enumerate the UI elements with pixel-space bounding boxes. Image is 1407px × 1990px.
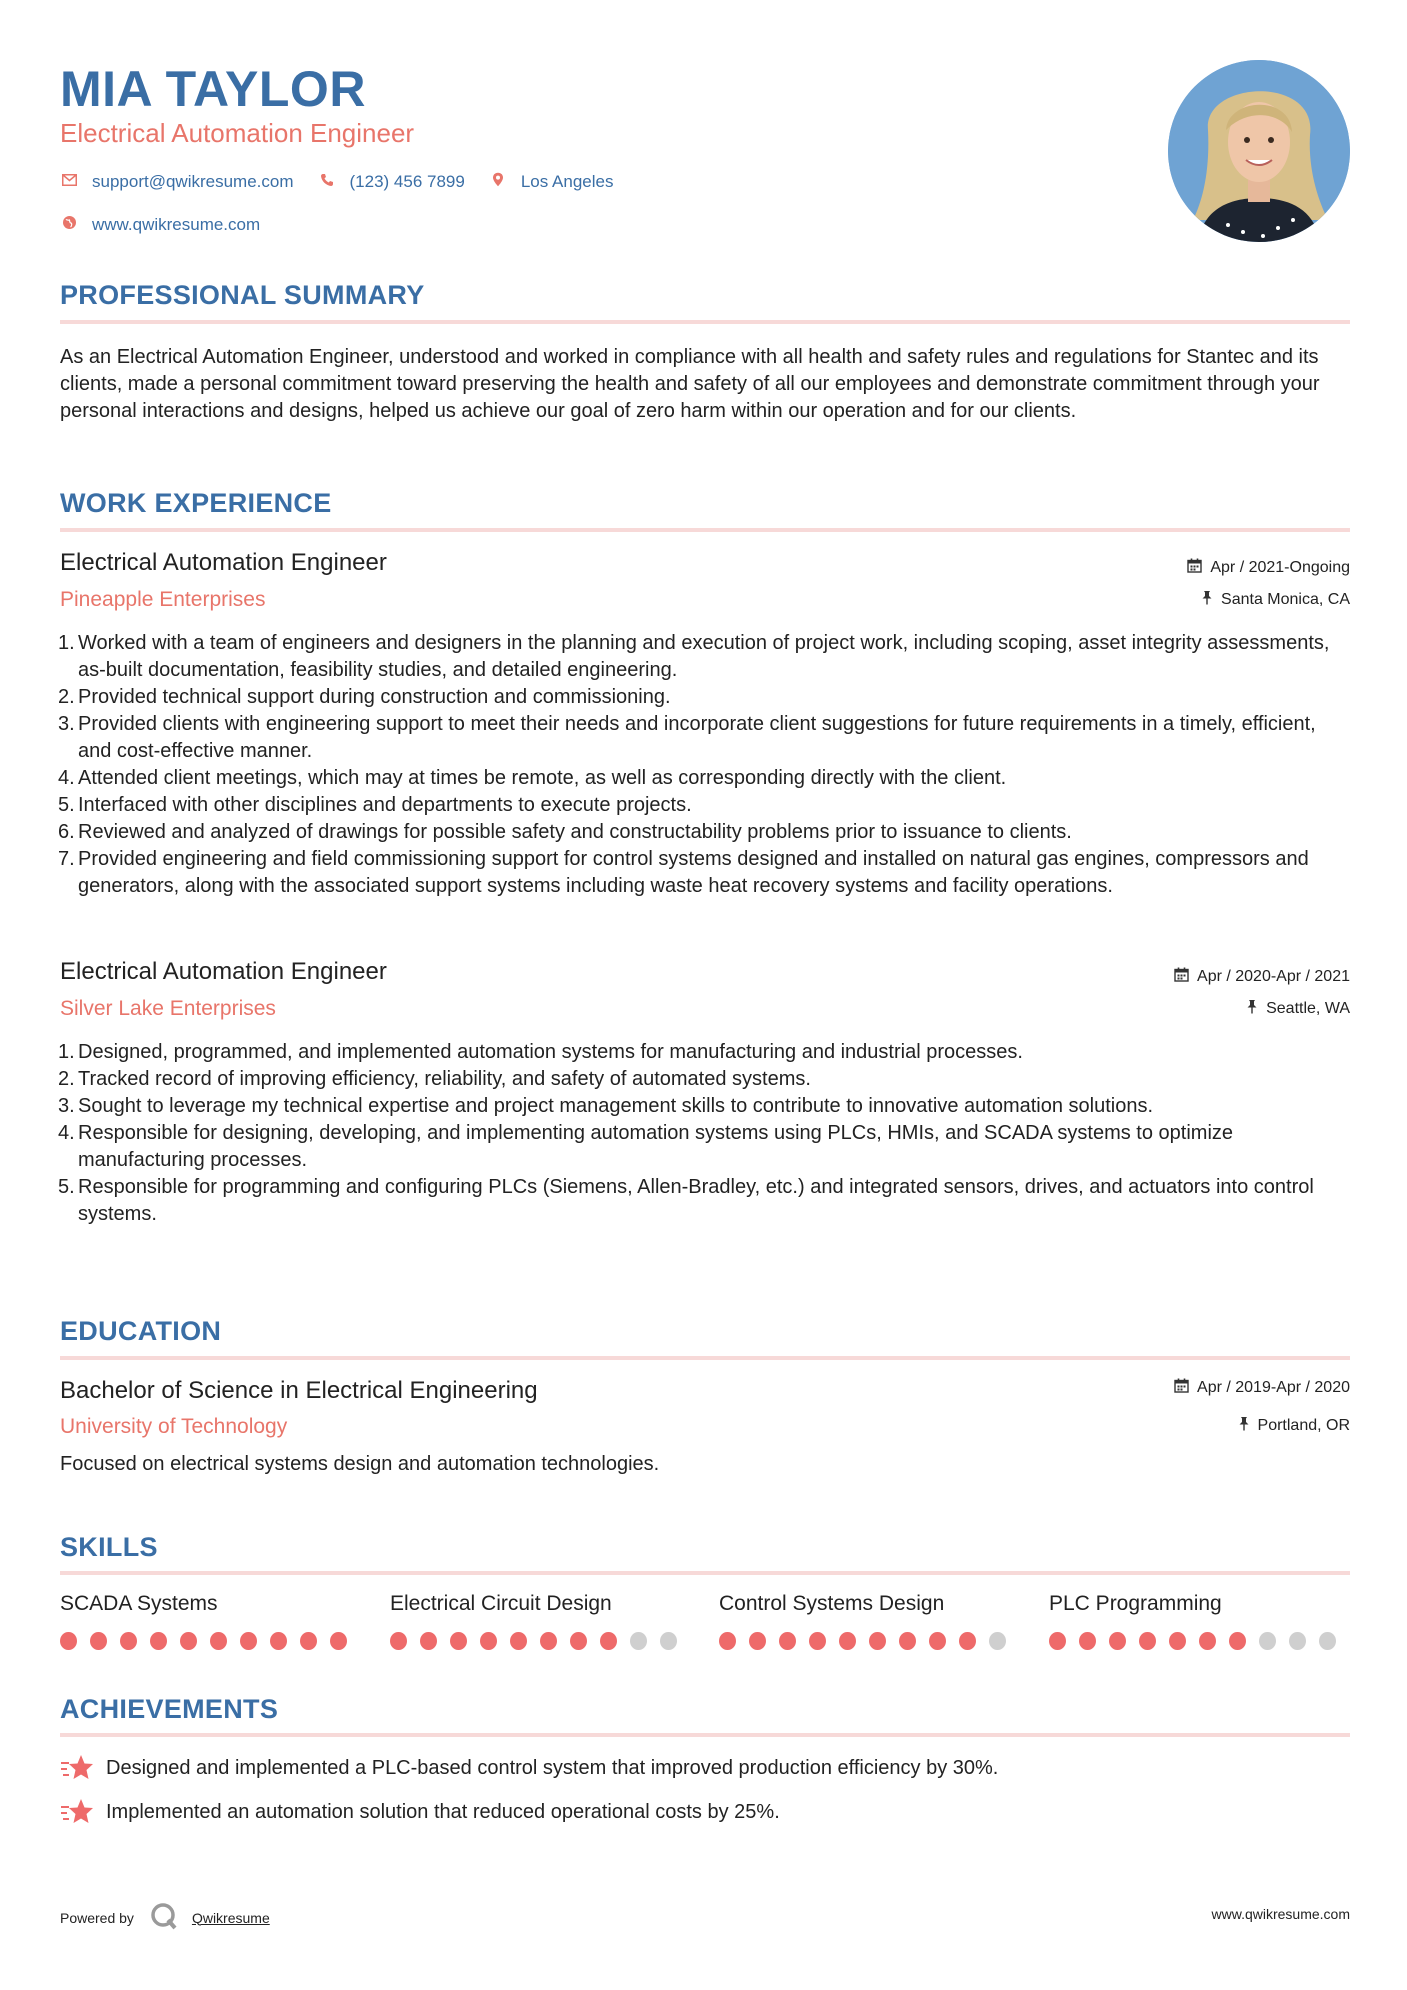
footer-site-link[interactable]: www.qwikresume.com [1211, 1906, 1350, 1922]
rating-dot-filled [1139, 1632, 1156, 1650]
rating-dot-filled [779, 1632, 796, 1650]
education-location-text: Portland, OR [1257, 1416, 1350, 1434]
contact-email[interactable] [60, 172, 294, 192]
achievement-text: Designed and implemented a PLC-based control system that improved production efficiency by 30%. [106, 1756, 999, 1779]
education-degree: Bachelor of Science in Electrical Engineering [60, 1377, 538, 1404]
list-item: 2. Provided technical support during construction and commissioning. [58, 686, 671, 708]
experience-heading: WORK EXPERIENCE [60, 488, 332, 518]
list-item: 1. Worked with a team of engineers and designers in the planning and execution of project work, including scoping, asset integrity assessments, as-built documentation, feasibility studies, and detailed engineering. [58, 632, 1330, 681]
skills-heading: SKILLS [60, 1532, 158, 1562]
list-item: 3. Provided clients with engineering support to meet their needs and incorporate client suggestions for future requirements in a timely, efficient, and cost-effective manner. [58, 713, 1316, 762]
rating-dot-filled [60, 1632, 77, 1650]
qwikresume-logo-icon [150, 1902, 178, 1933]
job-duties-list [58, 1039, 1350, 1228]
rating-dot-filled [869, 1632, 886, 1650]
rating-dot-filled [150, 1632, 167, 1650]
rating-dot-filled [1109, 1632, 1126, 1650]
footer-branding [60, 1902, 270, 1933]
qwikresume-link[interactable]: Qwikresume [191, 1909, 270, 1926]
achievement-text: Implemented an automation solution that reduced operational costs by 25%. [106, 1800, 780, 1823]
rating-dot-filled [719, 1632, 736, 1650]
rating-dot-filled [540, 1632, 557, 1650]
star-icon [60, 1753, 94, 1783]
rating-dot-filled [330, 1632, 347, 1650]
rating-dot-filled [210, 1632, 227, 1650]
rating-dot-filled [600, 1632, 617, 1650]
summary-text: As an Electrical Automation Engineer, understood and worked in compliance with all health and safety rules and regulations for Stantec and its clients, made a personal commitment toward preserving the health and safety of all our employees and demonstrate commitment through your personal interactions and designs, helped us achieve our goal of zero harm within our operation and for our clients. [60, 346, 1320, 422]
job-dates-text: Apr / 2021-Ongoing [1210, 558, 1350, 576]
rating-dot-filled [1229, 1632, 1246, 1650]
skill-rating [390, 1632, 690, 1650]
rating-dot-empty [989, 1632, 1006, 1650]
pushpin-icon [1201, 590, 1213, 609]
rating-dot-filled [270, 1632, 287, 1650]
achievement-item [60, 1753, 998, 1783]
phone-text: (123) 456 7899 [349, 172, 465, 191]
candidate-name: MIA TAYLOR [60, 61, 366, 117]
education-dates-text: Apr / 2019-Apr / 2020 [1197, 1378, 1350, 1396]
skill-item [390, 1592, 690, 1650]
skill-rating [1049, 1632, 1349, 1650]
rating-dot-filled [390, 1632, 407, 1650]
rating-dot-filled [180, 1632, 197, 1650]
rating-dot-filled [899, 1632, 916, 1650]
contact-row [60, 172, 637, 192]
phone-icon [318, 173, 336, 192]
rating-dot-filled [809, 1632, 826, 1650]
job-role: Electrical Automation Engineer [60, 958, 387, 985]
list-item: 7. Provided engineering and field commissioning support for control systems designed and installed on natural gas engines, compressors and generators, along with the associated support systems including waste heat recovery systems and facility operations. [58, 848, 1309, 897]
skill-name: Electrical Circuit Design [390, 1592, 612, 1615]
job-dates [1187, 558, 1350, 577]
calendar-icon [1174, 967, 1189, 986]
job-location-text: Santa Monica, CA [1221, 590, 1350, 608]
job-dates [1174, 967, 1350, 986]
list-item: 3. Sought to leverage my technical expertise and project management skills to contribute to innovative automation solutions. [58, 1095, 1154, 1117]
achievement-item [60, 1797, 780, 1827]
rating-dot-filled [420, 1632, 437, 1650]
education-heading: EDUCATION [60, 1316, 222, 1346]
skill-item [1049, 1592, 1349, 1650]
rating-dot-empty [630, 1632, 647, 1650]
skill-rating [719, 1632, 1019, 1650]
pushpin-icon [1246, 999, 1258, 1018]
list-item: 2. Tracked record of improving efficiency, reliability, and safety of automated systems. [58, 1068, 811, 1090]
job-location [1246, 999, 1350, 1018]
job-role: Electrical Automation Engineer [60, 549, 387, 576]
map-pin-icon [489, 172, 507, 192]
list-item: 4. Attended client meetings, which may at times be remote, as well as corresponding directly with the client. [58, 767, 1007, 789]
job-location-text: Seattle, WA [1266, 999, 1350, 1017]
portrait-illustration [1168, 60, 1350, 242]
job-dates-text: Apr / 2020-Apr / 2021 [1197, 967, 1350, 985]
education-dates [1174, 1378, 1350, 1397]
education-description: Focused on electrical systems design and automation technologies. [60, 1453, 660, 1475]
rating-dot-filled [450, 1632, 467, 1650]
section-divider [60, 1356, 1350, 1360]
rating-dot-filled [570, 1632, 587, 1650]
section-divider [60, 1733, 1350, 1737]
website-text: www.qwikresume.com [92, 215, 261, 234]
rating-dot-filled [120, 1632, 137, 1650]
rating-dot-filled [510, 1632, 527, 1650]
location-text: Los Angeles [520, 172, 614, 191]
rating-dot-filled [929, 1632, 946, 1650]
skill-rating [60, 1632, 360, 1650]
globe-icon [60, 215, 78, 235]
skill-item [60, 1592, 360, 1650]
rating-dot-empty [660, 1632, 677, 1650]
skill-name: SCADA Systems [60, 1592, 218, 1615]
candidate-title: Electrical Automation Engineer [60, 118, 415, 148]
rating-dot-filled [839, 1632, 856, 1650]
job-company: Pineapple Enterprises [60, 588, 266, 611]
rating-dot-filled [1079, 1632, 1096, 1650]
skill-item [719, 1592, 1019, 1650]
envelope-icon [60, 173, 78, 191]
summary-heading: PROFESSIONAL SUMMARY [60, 280, 425, 310]
rating-dot-filled [240, 1632, 257, 1650]
achievements-heading: ACHIEVEMENTS [60, 1694, 279, 1724]
star-icon [60, 1797, 94, 1827]
calendar-icon [1187, 558, 1202, 577]
calendar-icon [1174, 1378, 1189, 1397]
list-item: 5. Responsible for programming and configuring PLCs (Siemens, Allen-Bradley, etc.) and integrated sensors, drives, and actuators into control systems. [58, 1176, 1314, 1225]
list-item: 1. Designed, programmed, and implemented automation systems for manufacturing and industrial processes. [58, 1041, 1023, 1063]
powered-by-label: Powered by [60, 1909, 134, 1926]
profile-photo [1168, 60, 1350, 242]
contact-phone[interactable] [318, 172, 465, 192]
rating-dot-empty [1319, 1632, 1336, 1650]
contact-location [489, 172, 614, 192]
rating-dot-empty [1289, 1632, 1306, 1650]
rating-dot-filled [90, 1632, 107, 1650]
rating-dot-empty [1259, 1632, 1276, 1650]
skill-name: PLC Programming [1049, 1592, 1222, 1615]
rating-dot-filled [300, 1632, 317, 1650]
rating-dot-filled [959, 1632, 976, 1650]
rating-dot-filled [480, 1632, 497, 1650]
education-location [1238, 1416, 1350, 1435]
section-divider [60, 1571, 1350, 1575]
pushpin-icon [1238, 1416, 1250, 1435]
section-divider [60, 528, 1350, 532]
rating-dot-filled [1199, 1632, 1216, 1650]
rating-dot-filled [749, 1632, 766, 1650]
education-school: University of Technology [60, 1415, 288, 1438]
list-item: 6. Reviewed and analyzed of drawings for possible safety and constructability problems prior to issuance to clients. [58, 821, 1072, 843]
section-divider [60, 320, 1350, 324]
job-company: Silver Lake Enterprises [60, 997, 276, 1020]
email-text: support@qwikresume.com [92, 172, 294, 191]
rating-dot-filled [1049, 1632, 1066, 1650]
skill-name: Control Systems Design [719, 1592, 945, 1615]
contact-website[interactable] [60, 215, 260, 235]
rating-dot-filled [1169, 1632, 1186, 1650]
list-item: 4. Responsible for designing, developing, and implementing automation systems using PLCs, HMIs, and SCADA systems to optimize manufacturing processes. [58, 1122, 1234, 1171]
job-duties-list [58, 630, 1350, 900]
job-location [1201, 590, 1350, 609]
list-item: 5. Interfaced with other disciplines and departments to execute projects. [58, 794, 692, 816]
